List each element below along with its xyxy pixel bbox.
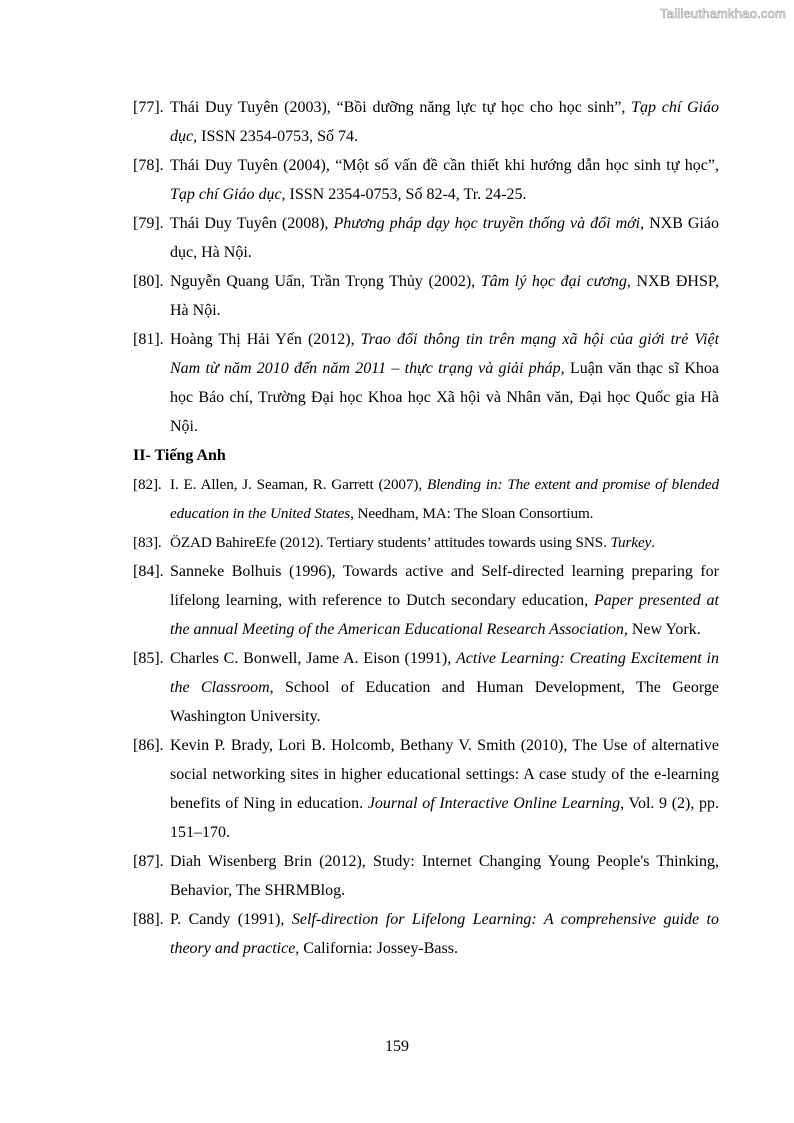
reference-number: [84]. [133,563,164,580]
reference-item [133,528,719,557]
reference-segment: ISSN 2354-0753, Số 82-4, Tr. 24-25. [285,186,527,203]
reference-segment: NXB Giáo dục, Hà Nội. [170,215,719,261]
reference-segment: Sanneke Bolhuis (1996), Towards active and Self-directed learning preparing for lifelong learning, with reference to Dutch secondary education, [170,563,719,609]
reference-segment: . [651,534,655,551]
reference-title: Paper presented at the annual Meeting of the American Educational Research Association, [170,592,719,638]
reference-item [133,151,719,209]
reference-number: [77]. [133,99,164,116]
reference-item [133,267,719,325]
reference-text [170,644,719,731]
reference-title: Self-direction for Lifelong Learning: A comprehensive guide to theory and practice [170,911,719,957]
reference-text [170,209,719,267]
reference-item [133,644,719,731]
reference-segment: Charles C. Bonwell, Jame A. Eison (1991), [170,650,457,667]
reference-list [133,93,719,963]
reference-segment: ÖZAD BahireEfe (2012). Tertiary students’ attitudes towards using SNS. [170,534,611,551]
reference-segment: P. Candy (1991), [170,911,292,928]
reference-text [170,325,719,441]
reference-number: [82]. [133,476,162,493]
reference-segment: Nguyễn Quang Uẩn, Trần Trọng Thủy (2002), [170,273,481,290]
reference-title: Tâm lý học đại cương, [480,273,631,290]
reference-item [133,93,719,151]
reference-title: Trao đổi thông tin trên mạng xã hội của giới trẻ Việt Nam từ năm 2010 đến năm 2011 – thực trạng và giải pháp [170,331,720,377]
reference-text [170,93,719,151]
reference-item [133,731,719,847]
reference-segment: Thái Duy Tuyên (2003), “Bồi dưỡng năng lực tự học cho học sinh”, [170,99,632,116]
reference-number: [79]. [133,215,164,232]
reference-segment: , Needham, MA: The Sloan Consortium. [350,505,594,522]
reference-title: Tạp chí Giáo dục, [170,186,286,203]
reference-number: [81]. [133,331,164,348]
reference-text [170,470,719,528]
reference-text [170,905,719,963]
reference-group-english [133,470,719,963]
reference-title: Tạp chí Giáo dục, [170,99,720,145]
reference-segment: Diah Wisenberg Brin (2012), Study: Internet Changing Young People's Thinking, Behavior, The SHRMBlog. [170,853,719,899]
reference-text [170,151,719,209]
reference-title: Active Learning: Creating Excitement in the Classroom [170,650,719,696]
reference-title: Blending in: The extent and promise of blended education in the United States [170,476,719,522]
reference-item [133,557,719,644]
reference-number: [78]. [133,157,164,174]
reference-item [133,325,719,441]
reference-segment: , Luận văn thạc sĩ Khoa học Báo chí, Trường Đại học Khoa học Xã hội và Nhân văn, Đại học Quốc gia Hà Nội. [170,360,720,435]
reference-segment: Thái Duy Tuyên (2004), “Một số vấn đề cần thiết khi hướng dẫn học sinh tự học”, [170,157,719,174]
section-title-english: II- Tiếng Anh [133,447,226,464]
reference-number: [87]. [133,853,164,870]
reference-title: Turkey [610,534,652,551]
reference-segment: , School of Education and Human Development, The George Washington University. [170,679,719,725]
reference-text [170,267,719,325]
reference-segment: NXB ĐHSP, Hà Nội. [170,273,719,319]
reference-number: [88]. [133,911,164,928]
reference-text [170,847,719,905]
reference-segment: ISSN 2354-0753, Số 74. [197,128,359,145]
reference-segment: Kevin P. Brady, Lori B. Holcomb, Bethany V. Smith (2010), The Use of alternative social networking sites in higher educational settings: A case study of the e-learning benefits of Ning in education. [170,737,719,812]
site-watermark: Tailieuthamkhao.com [660,6,786,21]
reference-text [170,731,719,847]
reference-segment: , California: Jossey-Bass. [295,940,458,957]
reference-number: [86]. [133,737,164,754]
reference-item [133,209,719,267]
reference-number: [85]. [133,650,164,667]
reference-group-vietnamese [133,93,719,441]
reference-text [170,528,719,557]
reference-segment: , Vol. 9 (2), pp. 151–170. [170,795,719,841]
reference-item [133,905,719,963]
reference-segment: Thái Duy Tuyên (2008), [170,215,334,232]
reference-item [133,847,719,905]
reference-text [170,557,719,644]
reference-item [133,470,719,528]
reference-number: [80]. [133,273,164,290]
reference-segment: I. E. Allen, J. Seaman, R. Garrett (2007), [170,476,427,493]
reference-segment: New York. [627,621,701,638]
reference-title: Phương pháp dạy học truyền thống và đổi mới, [333,215,645,232]
reference-segment: Hoàng Thị Hải Yến (2012), [170,331,361,348]
page-number: 159 [385,1038,409,1055]
reference-number: [83]. [133,534,162,551]
reference-title: Journal of Interactive Online Learning [367,795,621,812]
